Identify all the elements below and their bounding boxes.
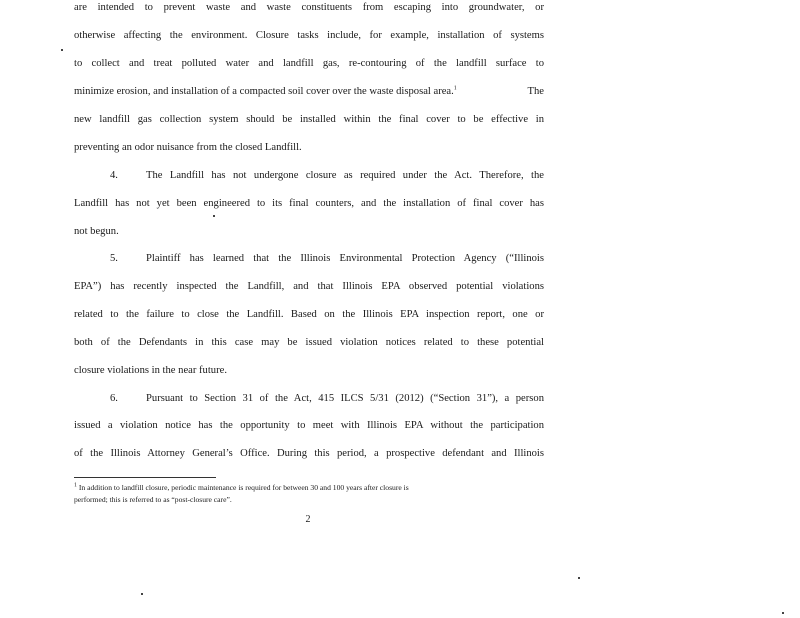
text-line: both of the Defendants in this case may be issued violation notices related to these potential — [74, 337, 544, 348]
scan-speck — [782, 612, 784, 614]
page-number: 2 — [305, 514, 311, 525]
text-line: issued a violation notice has the opportunity to meet with Illinois EPA without the participation — [74, 420, 544, 431]
text-line: The Landfill has not undergone closure as required under the Act. Therefore, the — [146, 170, 544, 181]
text-line-with-footnote-ref — [74, 85, 544, 99]
text-line: new landfill gas collection system should be installed within the final cover to be effective in — [74, 114, 544, 125]
paragraph-6-first-line — [74, 392, 544, 406]
footnote-marker: 1 — [74, 482, 77, 489]
text-line: otherwise affecting the environment. Closure tasks include, for example, installation of systems — [74, 30, 544, 41]
text-line-tail: The — [527, 86, 544, 97]
text-line: minimize erosion, and installation of a compacted soil cover over the waste disposal area. — [74, 86, 454, 97]
text-line: Pursuant to Section 31 of the Act, 415 ILCS 5/31 (2012) (“Section 31”), a person — [146, 393, 544, 404]
text-line: Landfill has not yet been engineered to its final counters, and the installation of final cover has — [74, 198, 544, 209]
text-line: Plaintiff has learned that the Illinois Environmental Protection Agency (“Illinois — [146, 253, 544, 264]
footnote-text: In addition to landfill closure, periodic maintenance is required for between 30 and 100 years after closure is — [78, 483, 409, 492]
text-line: not begun. — [74, 226, 119, 237]
footnote-line: performed; this is referred to as “post-closure care”. — [74, 495, 232, 504]
paragraph-number: 4. — [110, 170, 118, 181]
paragraph-number: 5. — [110, 253, 118, 264]
footnote-separator — [74, 477, 216, 478]
text-line: EPA”) has recently inspected the Landfill, and that Illinois EPA observed potential violations — [74, 281, 544, 292]
text-line: to collect and treat polluted water and landfill gas, re-contouring of the landfill surface to — [74, 58, 544, 69]
paragraph-4-first-line — [74, 169, 544, 183]
scan-speck — [213, 215, 215, 217]
scan-speck — [578, 577, 580, 579]
text-line: of the Illinois Attorney General’s Office. During this period, a prospective defendant and Illinois — [74, 448, 544, 459]
text-line: closure violations in the near future. — [74, 365, 227, 376]
text-line: are intended to prevent waste and waste constituents from escaping into groundwater, or — [74, 2, 544, 13]
footnote-reference: 1 — [453, 85, 457, 92]
scan-speck — [61, 49, 63, 51]
paragraph-number: 6. — [110, 393, 118, 404]
text-line: preventing an odor nuisance from the closed Landfill. — [74, 142, 302, 153]
scan-speck — [141, 593, 143, 595]
text-line: related to the failure to close the Landfill. Based on the Illinois EPA inspection report, one or — [74, 309, 544, 320]
footnote-line — [74, 482, 544, 493]
paragraph-5-first-line — [74, 252, 544, 266]
